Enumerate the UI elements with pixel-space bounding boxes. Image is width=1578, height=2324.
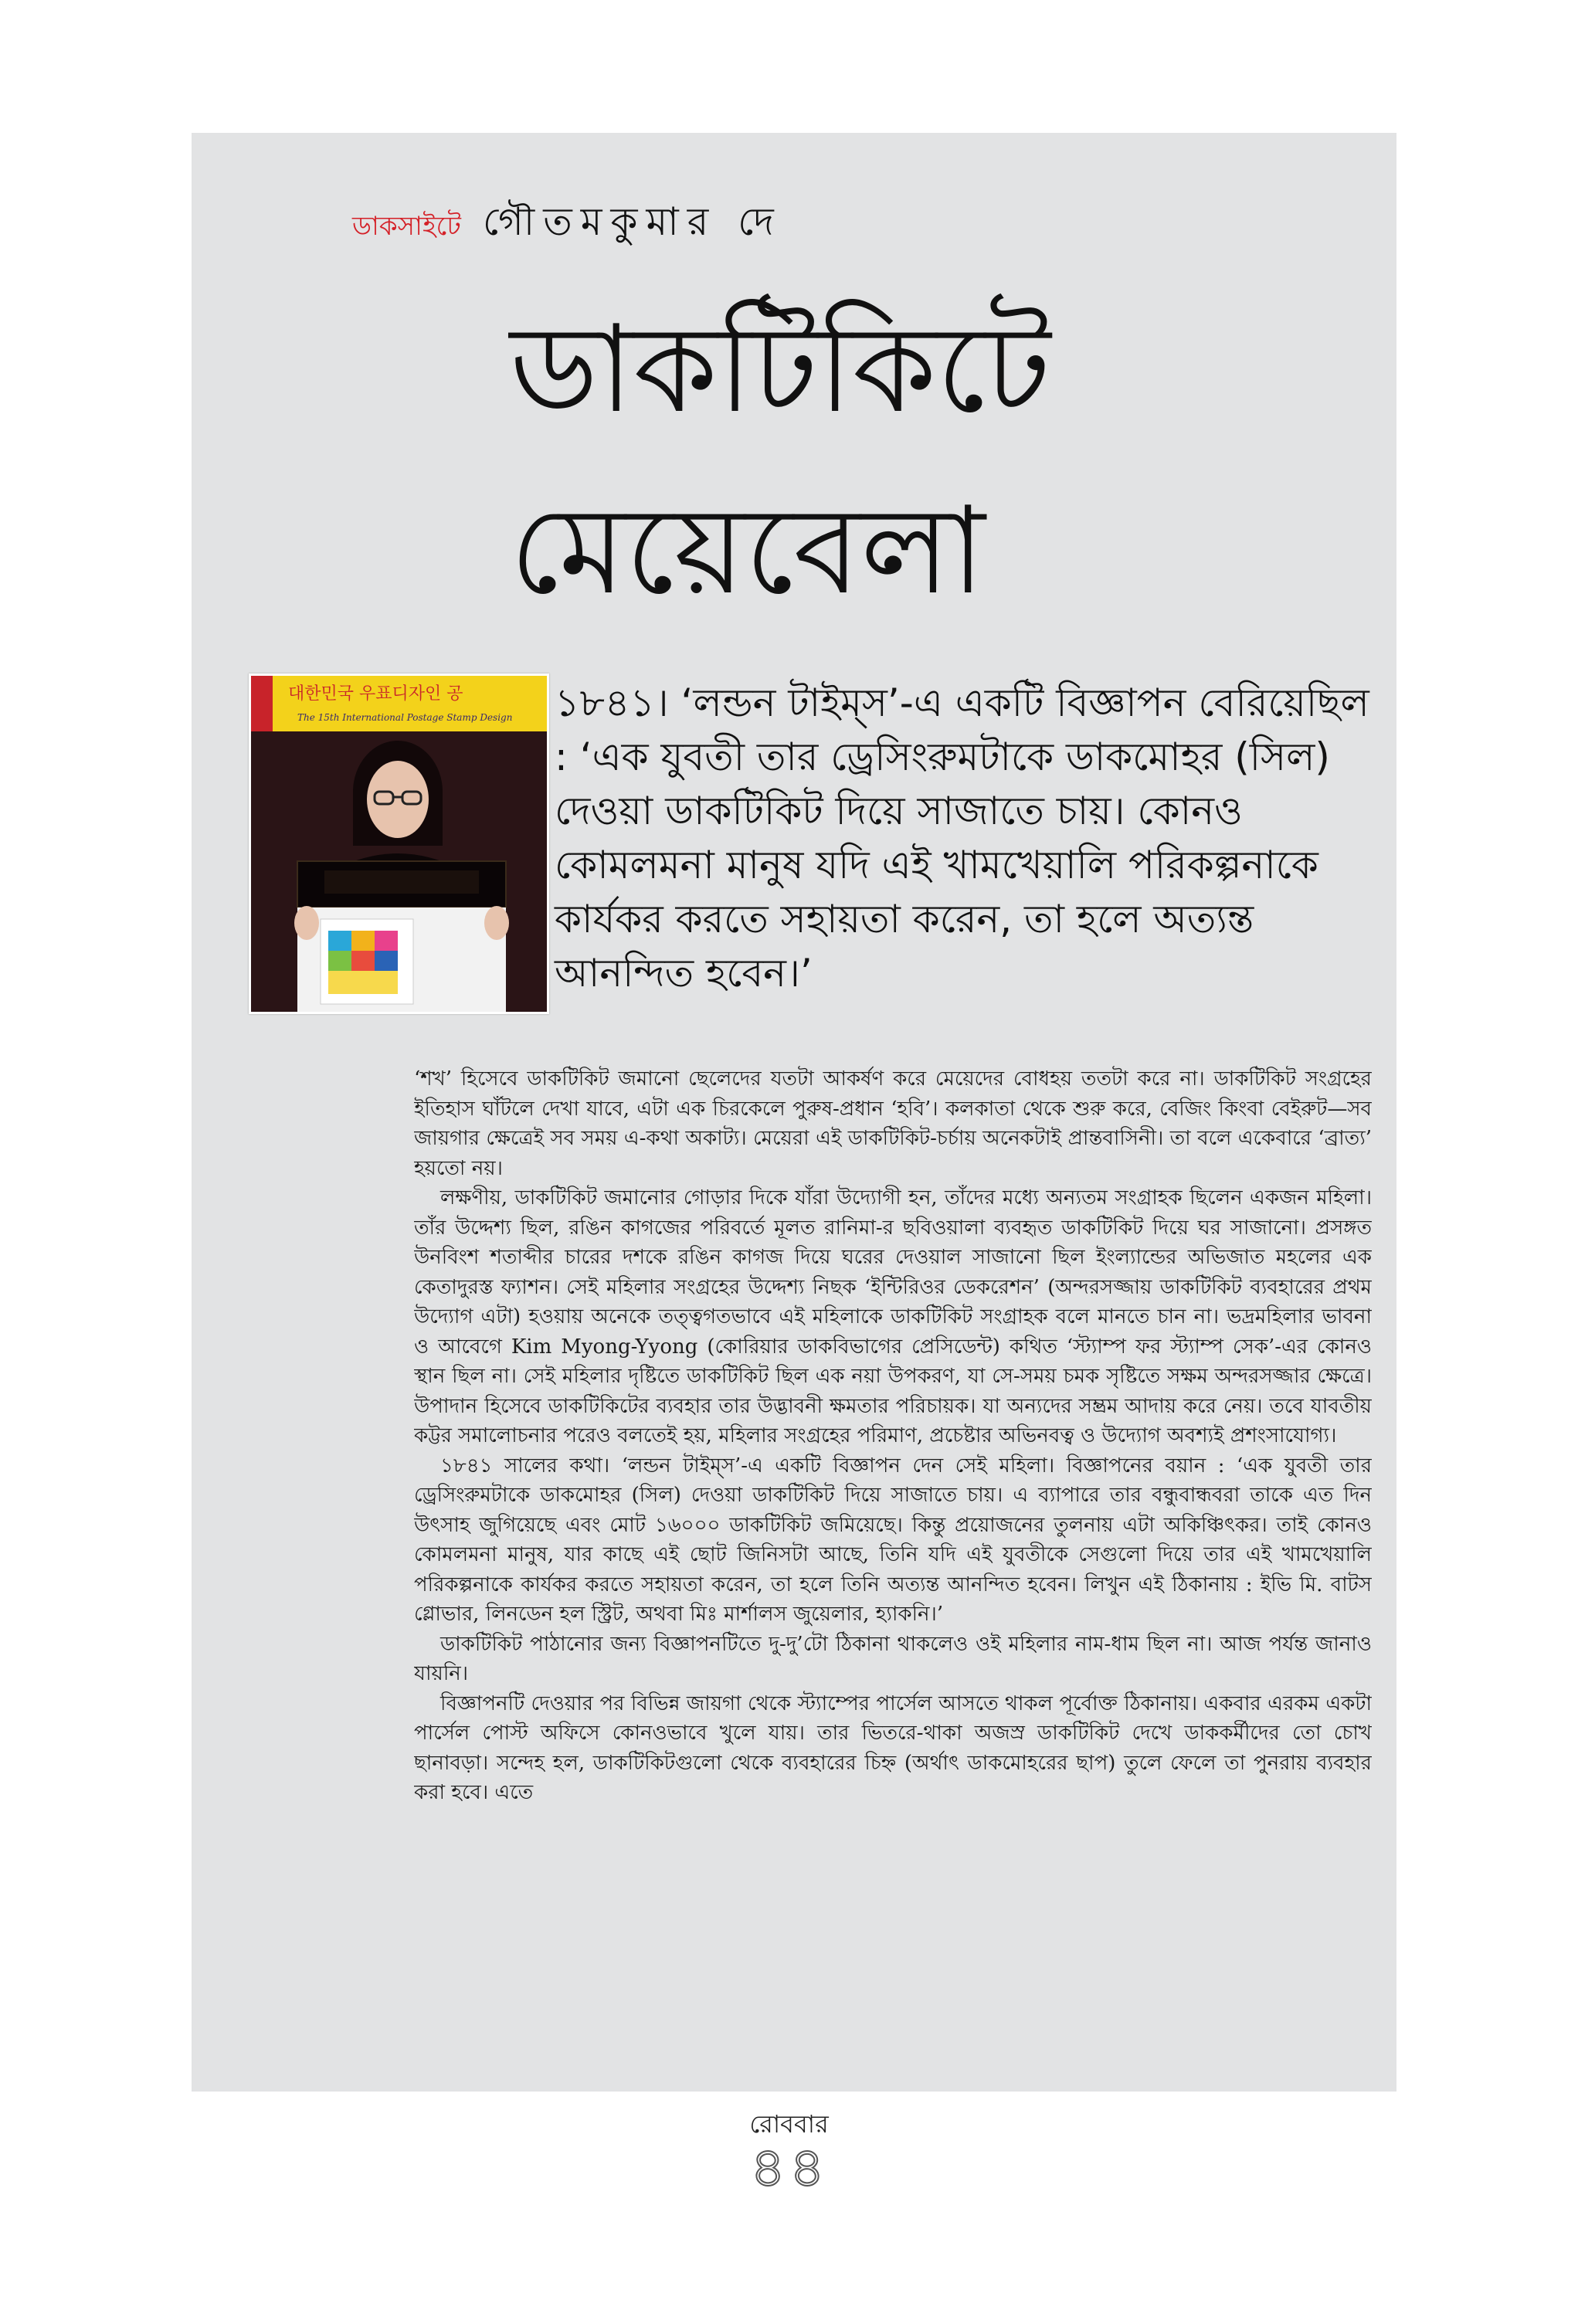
magazine-name: রোববার: [749, 2109, 829, 2139]
body-paragraph: বিজ্ঞাপনটি দেওয়ার পর বিভিন্ন জায়গা থেকে স্ট্যাম্পের পার্সেল আসতে থাকল পূর্বোক্ত ঠিকানায়। একবার এরকম একটা পার্সেল পোস্ট অফিসে কোনওভাবে খুলে যায়। তার ভিতরে-থাকা অজস্র ডাকটিকিট দেখে ডাককর্মীদের তো চোখ ছানাবড়া। সন্দেহ হল, ডাকটিকিটগুলো থেকে ব্যবহারের চিহ্ন (অর্থাৎ ডাকমোহরের ছাপ) তুলে ফেলে তা পুনরায় ব্যবহার করা হবে। এতে: [414, 1691, 1372, 1804]
photo-illustration: [251, 676, 547, 1012]
banner-english-text: The 15th International Postage Stamp Design: [297, 712, 513, 723]
body-paragraph: ডাকটিকিট পাঠানোর জন্য বিজ্ঞাপনটিতে দু-দু’টো ঠিকানা থাকলেও ওই মহিলার নাম-ধাম ছিল না। আজ পর্যন্ত জানাও যায়নি।: [414, 1632, 1372, 1685]
article-body: [414, 1064, 1372, 2068]
article-photo: [249, 673, 549, 1014]
body-paragraph: ১৮৪১ সালের কথা। ‘লন্ডন টাইম্‌স’-এ একটি বিজ্ঞাপন দেন সেই মহিলা। বিজ্ঞাপনের বয়ান : ‘এক যুবতী তার ড্রেসিংরুমটাকে ডাকমোহর (সিল) দেওয়া ডাকটিকিট দিয়ে সাজাতে চায়। এ ব্যাপারে তার বন্ধুবান্ধবরা তাকে এত দিন উৎসাহ জুগিয়েছে এবং মোট ১৬০০০ ডাকটিকিট জমিয়েছে। কিন্তু প্রয়োজনের তুলনায় এটা অকিঞ্চিৎকর। তাই কোনও কোমলমনা মানুষ, যার কাছে এই ছোট জিনিসটা আছে, তিনি যদি এই যুবতীকে সেগুলো দিয়ে তার এই খামখেয়ালি পরিকল্পনাকে কার্যকর করতে সহায়তা করেন, তা হলে তিনি অত্যন্ত আনন্দিত হবেন। লিখুন এই ঠিকানায় : ইভি মি. বাটস গ্লোভার, লিনডেন হল স্ট্রিট, অথবা মিঃ মার্শালস জুয়েলার, হ্যাকনি।’: [414, 1454, 1372, 1626]
headline-line-1: ডাকটিকিটে: [510, 299, 1051, 439]
author-name: গৌতমকুমার দে: [482, 199, 782, 244]
byline: [352, 193, 782, 247]
section-label: ডাকসাইটে: [352, 211, 461, 242]
headline-line-2: মেয়েবেলা: [510, 480, 986, 621]
banner-korean-text: 대한민국 우표디자인 공: [288, 684, 463, 704]
body-paragraph: ‘শখ’ হিসেবে ডাকটিকিট জমানো ছেলেদের যতটা আকর্ষণ করে মেয়েদের বোধহয় ততটা করে না। ডাকটিকিট সংগ্রহের ইতিহাস ঘাঁটলে দেখা যাবে, এটা এক চিরকেলে পুরুষ-প্রধান ‘হবি’। কলকাতা থেকে শুরু করে, বেজিং কিংবা বেইরুট—সব জায়গার ক্ষেত্রেই সব সময় এ-কথা অকাট্য। মেয়েরা এই ডাকটিকিট-চর্চায় অনেকটাই প্রান্তবাসিনী। তা বলে একেবারে ‘ব্রাত্য’ হয়তো নয়।: [414, 1067, 1372, 1180]
intro-blurb: ১৮৪১। ‘লন্ডন টাইম্‌স’-এ একটি বিজ্ঞাপন বেরিয়েছিল : ‘এক যুবতী তার ড্রেসিংরুমটাকে ডাকমোহর (সিল) দেওয়া ডাকটিকিট দিয়ে সাজাতে চায়। কোনও কোমলমনা মানুষ যদি এই খামখেয়ালি পরিকল্পনাকে কার্যকর করতে সহায়তা করেন, তা হলে অত্যন্ত আনন্দিত হবেন।’: [555, 680, 1369, 996]
body-paragraph: লক্ষণীয়, ডাকটিকিট জমানোর গোড়ার দিকে যাঁরা উদ্যোগী হন, তাঁদের মধ্যে অন্যতম সংগ্রাহক ছিলেন একজন মহিলা। তাঁর উদ্দেশ্য ছিল, রঙিন কাগজের পরিবর্তে মূলত রানিমা-র ছবিওয়ালা ব্যবহৃত ডাকটিকিট দিয়ে ঘর সাজানো। প্রসঙ্গত উনবিংশ শতাব্দীর চারের দশকে রঙিন কাগজ দিয়ে ঘরের দেওয়াল সাজানো ছিল ইংল্যান্ডের অভিজাত মহলের এক কেতাদুরস্ত ফ্যাশন। সেই মহিলার সংগ্রহের উদ্দেশ্য নিছক ‘ইন্টিরিওর ডেকরেশন’ (অন্দরসজ্জায় ডাকটিকিট ব্যবহারের প্রথম উদ্যোগ এটা) হওয়ায় অনেকে তত্ত্বগতভাবে এই মহিলাকে ডাকটিকিট সংগ্রাহক বলে মানতে চান না। ভদ্রমহিলার ভাবনা ও আবেগে Kim Myong-Yyong (কোরিয়ার ডাকবিভাগের প্রেসিডেন্ট) কথিত ‘স্ট্যাম্প ফর স্ট্যাম্প সেক’-এর কোনও স্থান ছিল না। সেই মহিলার দৃষ্টিতে ডাকটিকিট ছিল এক নয়া উপকরণ, যা সে-সময় চমক সৃষ্টিতে সক্ষম অন্দরসজ্জার ক্ষেত্রে। উপাদান হিসেবে ডাকটিকিটের ব্যবহার তার উদ্ভাবনী ক্ষমতার পরিচায়ক। যা অন্যদের সম্ভ্রম আদায় করে নেয়। তবে যাবতীয় কট্টর সমালোচনার পরেও বলতেই হয়, মহিলার সংগ্রহের পরিমাণ, প্রচেষ্টার অভিনবত্ব ও উদ্যোগ অবশ্যই প্রশংসাযোগ্য।: [414, 1186, 1372, 1447]
page-number: ৪৪: [749, 2135, 829, 2200]
